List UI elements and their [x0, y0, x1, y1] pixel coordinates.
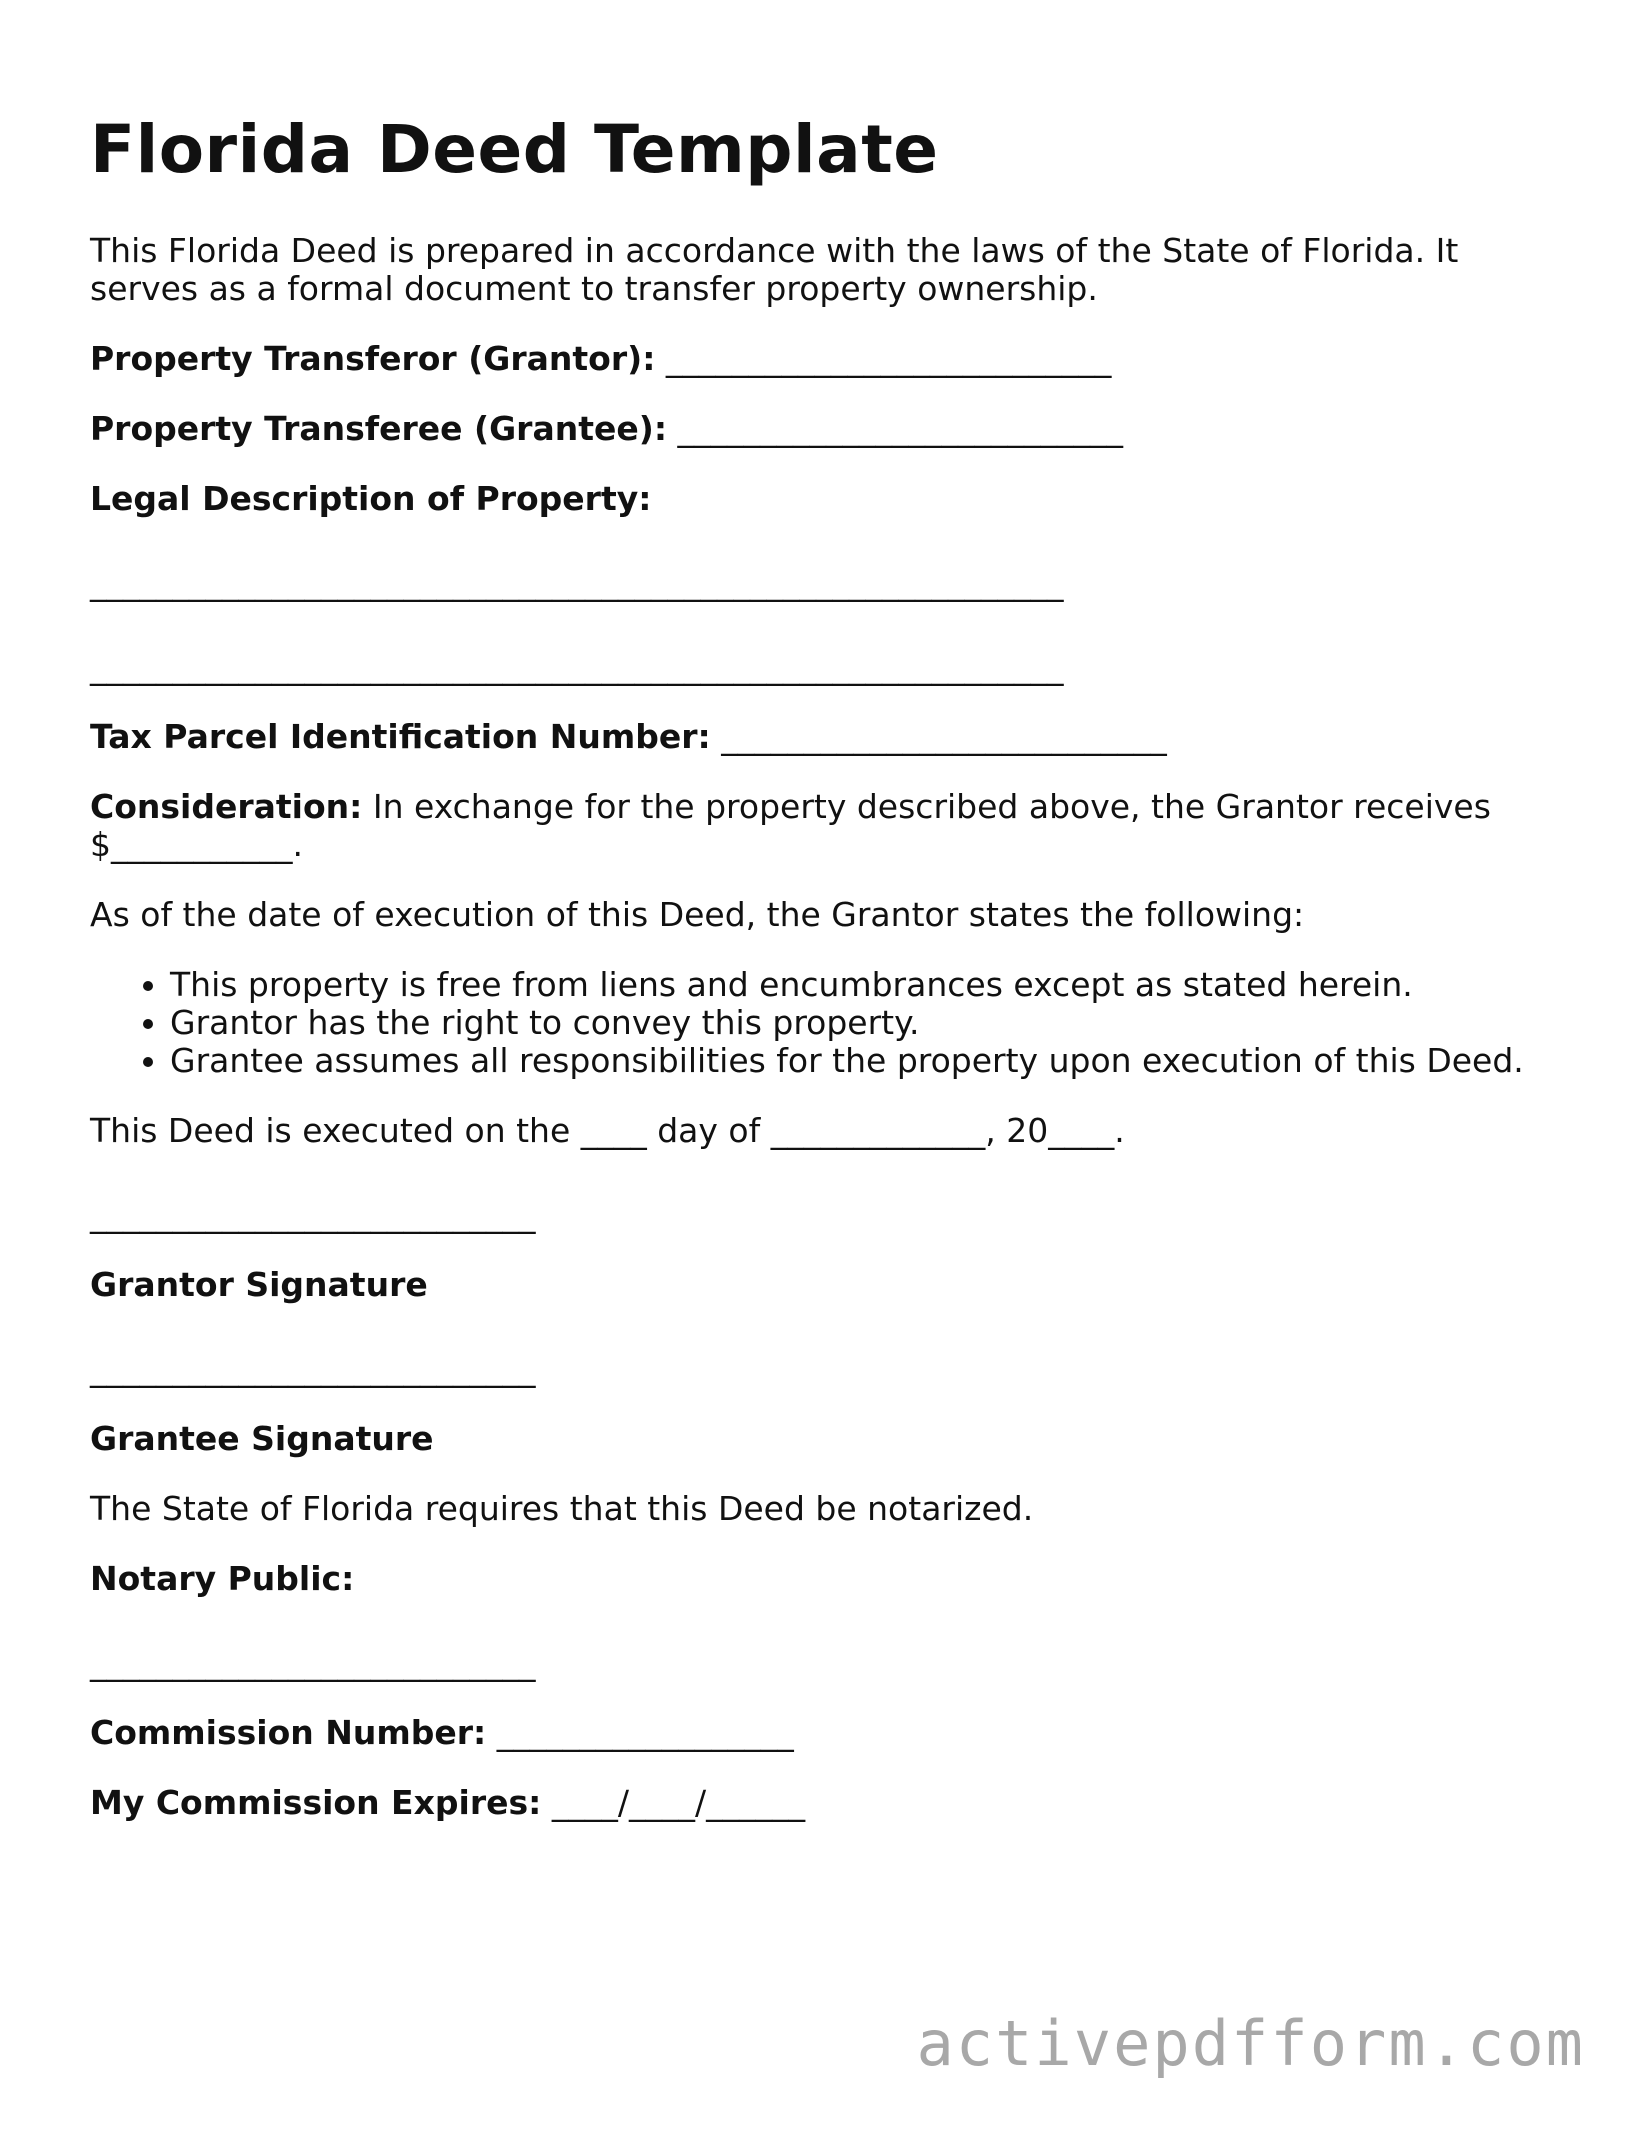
intro-paragraph: This Florida Deed is prepared in accordance with the laws of the State of Florida. It serves as a formal document to transfer property ownership.	[90, 231, 1459, 308]
grantor-label: Property Transferor (Grantor):	[90, 339, 656, 378]
grantor-blank[interactable]: ___________________________	[665, 339, 1112, 378]
commission-expires-label: My Commission Expires:	[90, 1783, 542, 1822]
commission-number-label: Commission Number:	[90, 1713, 487, 1752]
tax-parcel-field	[90, 718, 1570, 756]
grantor-signature-label: Grantor Signature	[90, 1265, 428, 1304]
commission-number-field	[90, 1714, 1570, 1752]
grantee-signature-line[interactable]: ___________________________	[90, 1349, 536, 1388]
list-item: • This property is free from liens and encumbrances except as stated herein.	[170, 966, 1570, 1004]
statement-list	[90, 966, 1570, 1080]
commission-expires-field	[90, 1784, 1570, 1822]
grantor-signature-line[interactable]: ___________________________	[90, 1195, 536, 1234]
page-title: Florida Deed Template	[90, 111, 939, 188]
tax-parcel-label: Tax Parcel Identification Number:	[90, 717, 711, 756]
notary-signature-line[interactable]: ___________________________	[90, 1643, 536, 1682]
commission-expires-blank[interactable]: ____/____/______	[551, 1783, 806, 1822]
consideration-label: Consideration:	[90, 787, 363, 826]
list-item: • Grantor has the right to convey this property.	[170, 1004, 1570, 1042]
grantee-field	[90, 410, 1570, 448]
legal-description-line-1[interactable]: ___________________________________________________________	[90, 563, 1064, 602]
deed-document	[90, 110, 1570, 1854]
commission-number-blank[interactable]: __________________	[496, 1713, 794, 1752]
consideration-text: In exchange for the property described above, the Grantor receives $___________.	[90, 787, 1491, 864]
grantee-signature-label: Grantee Signature	[90, 1419, 434, 1458]
notary-public-label: Notary Public:	[90, 1559, 355, 1598]
notarization-note: The State of Florida requires that this Deed be notarized.	[90, 1489, 1034, 1528]
tax-parcel-blank[interactable]: ___________________________	[721, 717, 1167, 756]
legal-description-line-2[interactable]: ___________________________________________________________	[90, 647, 1064, 686]
watermark: activepdfform.com	[916, 2007, 1585, 2080]
grantee-blank[interactable]: ___________________________	[677, 409, 1124, 448]
list-item: • Grantee assumes all responsibilities for the property upon execution of this Deed.	[170, 1042, 1570, 1080]
grantee-label: Property Transferee (Grantee):	[90, 409, 668, 448]
consideration-field	[90, 788, 1570, 864]
execution-date-line[interactable]: This Deed is executed on the ____ day of _____________, 20____.	[90, 1111, 1125, 1150]
grantor-field	[90, 340, 1570, 378]
statement-intro: As of the date of execution of this Deed, the Grantor states the following:	[90, 895, 1305, 934]
legal-description-label: Legal Description of Property:	[90, 479, 652, 518]
